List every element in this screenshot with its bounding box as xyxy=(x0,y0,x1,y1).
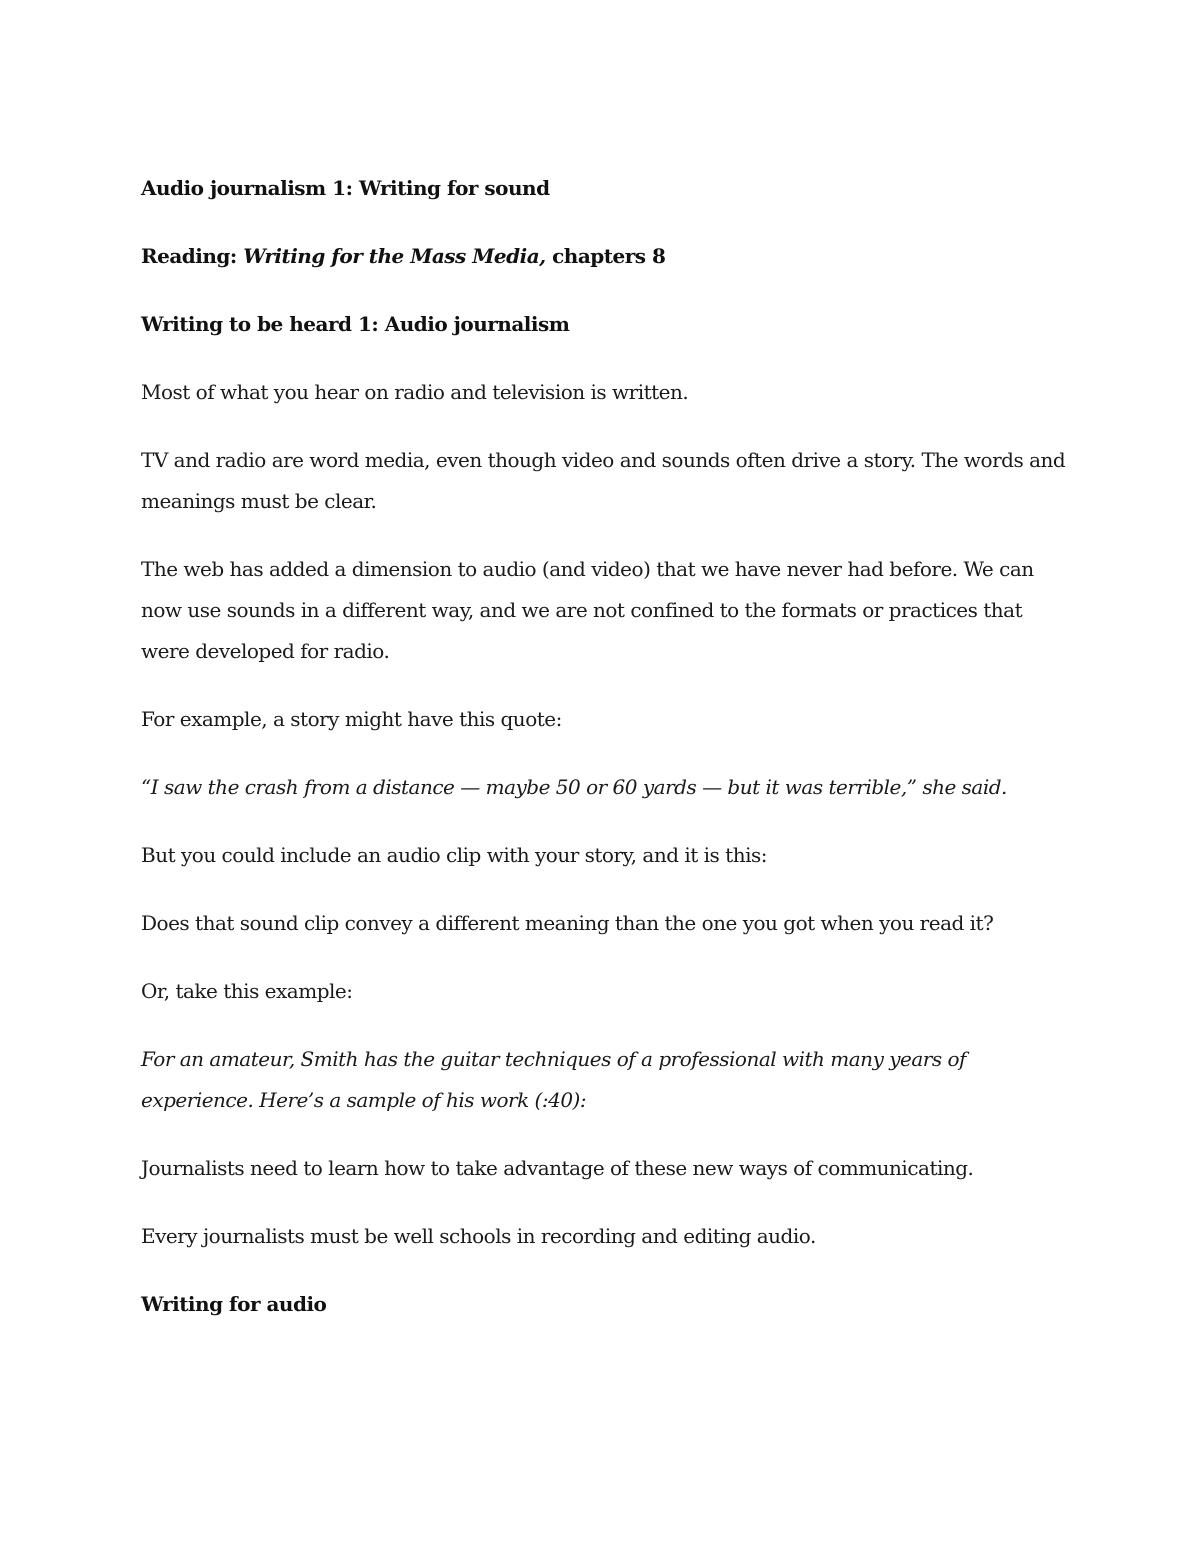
quote-example: “I saw the crash from a distance — maybe 50 or 60 yards — but it was terrible,” she said. xyxy=(141,775,1007,799)
paragraph: For example, a story might have this quote: xyxy=(141,707,562,731)
paragraph: But you could include an audio clip with your story, and it is this: xyxy=(141,843,767,867)
guitar-example: For an amateur, Smith has the guitar techniques of a professional with many years of experience. Here’s a sample of his work (:40): xyxy=(141,1047,966,1112)
paragraph: Every journalists must be well schools in recording and editing audio. xyxy=(141,1224,816,1248)
paragraph: Most of what you hear on radio and television is written. xyxy=(141,380,689,404)
paragraph: Journalists need to learn how to take advantage of these new ways of communicating. xyxy=(141,1156,974,1180)
reading-book-title: Writing for the Mass Media, xyxy=(243,244,546,268)
subheading: Writing for audio xyxy=(141,1292,327,1316)
reading-line xyxy=(141,236,1071,277)
reading-label: Reading: xyxy=(141,244,237,268)
reading-chapters: chapters 8 xyxy=(552,244,666,268)
paragraph: Or, take this example: xyxy=(141,979,353,1003)
paragraph: The web has added a dimension to audio (and video) that we have never had before. We can now use sounds in a different way, and we are not confined to the formats or practices that were developed for radio. xyxy=(141,557,1034,663)
document-body xyxy=(141,168,1071,1352)
section-heading: Writing to be heard 1: Audio journalism xyxy=(141,312,570,336)
paragraph: TV and radio are word media, even though video and sounds often drive a story. The words and meanings must be clear. xyxy=(141,448,1066,513)
document-title: Audio journalism 1: Writing for sound xyxy=(141,176,550,200)
paragraph: Does that sound clip convey a different meaning than the one you got when you read it? xyxy=(141,911,994,935)
